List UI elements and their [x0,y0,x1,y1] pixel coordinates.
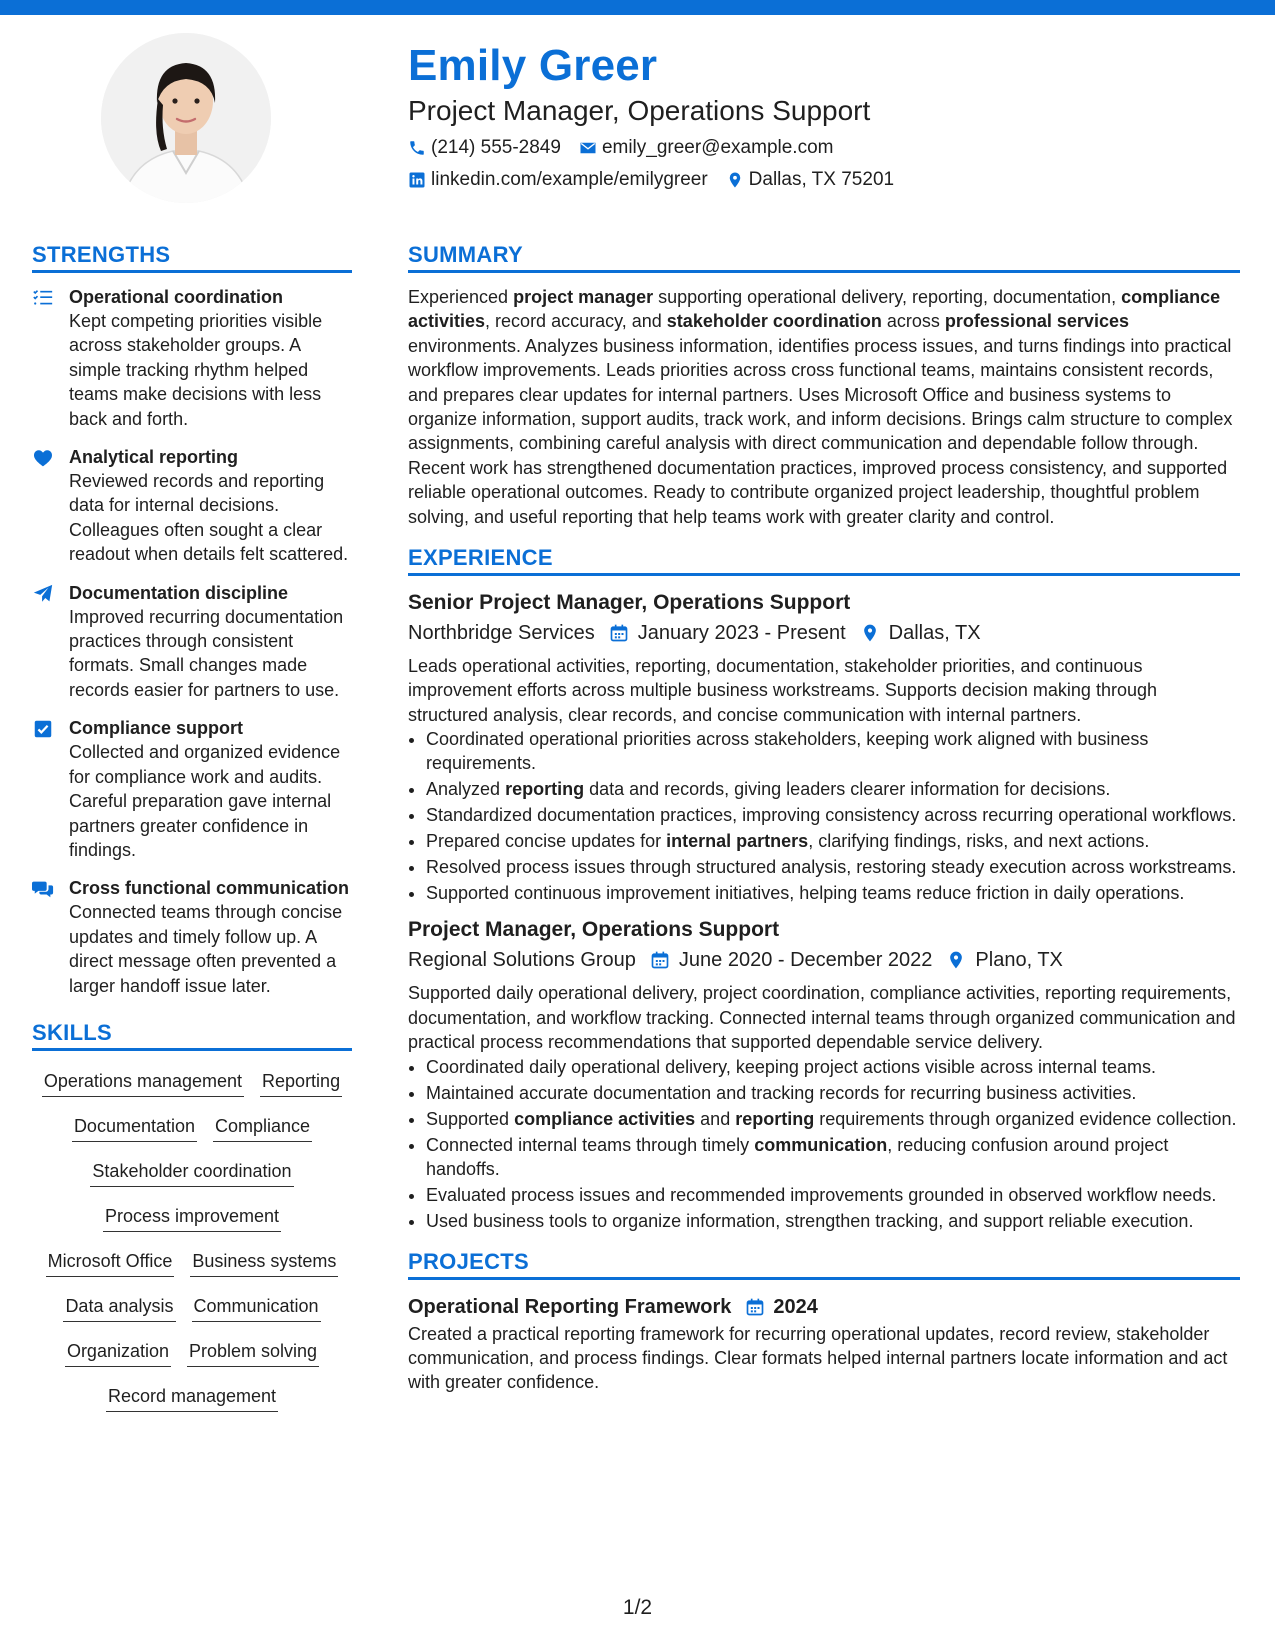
project-description: Created a practical reporting framework for recurring operational updates, record review, stakeholder communication, and process findings. Clear formats helped internal partners locate information and act with greater confidence. [408,1323,1228,1393]
job-location: Plano, TX [975,949,1063,972]
phone-contact [408,137,561,159]
skill-tag: Business systems [190,1249,338,1277]
calendar-icon [745,1297,765,1317]
job-dates: June 2020 - December 2022 [678,949,933,972]
calendar-icon [650,950,670,970]
job-bullet [426,855,1240,879]
right-column [408,240,1240,1395]
job-bullets [408,727,1240,905]
strength-item [32,716,352,862]
job-bullet [426,1183,1240,1207]
chat-bubbles-icon [32,878,54,900]
job-company: Regional Solutions Group [408,949,636,972]
strength-description: Improved recurring documentation practices through consistent formats. Small changes made records easier for partners to use. [69,606,344,700]
summary-run-bold: compliance activities [408,287,1221,332]
bullet-text: Used business tools to organize information, strengthen tracking, and support reliable execution. [426,1210,1194,1231]
summary-run: , record accuracy, and [485,311,667,332]
project-entry [408,1292,1240,1395]
strength-item [32,445,352,567]
strength-title: Compliance support [69,718,244,739]
strength-item [32,876,352,998]
profile-photo [101,33,271,203]
bullet-text-bold: internal partners [666,831,809,852]
skill-tag: Compliance [213,1114,312,1142]
bullet-text: Connected internal teams through timely [426,1134,755,1155]
job-bullet [426,777,1240,801]
skill-tag: Documentation [72,1114,197,1142]
job-company: Northbridge Services [408,622,595,645]
checkbox-icon [32,718,54,740]
page-number: 1/2 [622,1596,653,1619]
skill-tag: Record management [106,1384,278,1412]
linkedin-icon [408,171,426,189]
bullet-text: requirements through organized evidence collection. [814,1108,1237,1129]
paper-plane-icon [32,583,54,605]
skill-tag: Data analysis [63,1294,175,1322]
bullet-text: Standardized documentation practices, improving consistency across recurring operational workflows. [426,805,1237,826]
skill-tag: Organization [65,1339,171,1367]
skill-tag: Microsoft Office [46,1249,175,1277]
bullet-text: , clarifying findings, risks, and next actions. [808,831,1150,852]
job-location: Dallas, TX [888,622,981,645]
skill-tag: Problem solving [187,1339,319,1367]
candidate-name: Emily Greer [408,41,658,90]
bullet-text-bold: reporting [505,779,585,800]
map-pin-icon [726,171,744,189]
bullet-text: and [695,1108,736,1129]
job-bullet [426,1055,1240,1079]
email-text[interactable]: emily_greer@example.com [601,137,834,158]
project-title-row [408,1292,1240,1322]
job-description: Supported daily operational delivery, project coordination, compliance activities, reporting requirements, documentation, and workflow tracking. Connected internal teams through organized communication and practical process recommendations that supported dependable service delivery. [408,983,1236,1053]
bullet-text: Prepared concise updates for [426,831,667,852]
job-dates: January 2023 - Present [637,622,846,645]
skill-tag: Stakeholder coordination [90,1159,293,1187]
linkedin-text[interactable]: linkedin.com/example/emilygreer [431,169,708,190]
summary-run: environments. Analyzes business information, identifies process issues, and turns findings into practical workflow improvements. Leads priorities across cross functional teams, maintains consistent records, and prepares clear updates for internal partners. Uses Microsoft Office and business systems to organize information, support audits, track work, and inform decisions. Brings calm structure to complex assignments, combining careful analysis with direct communication and dependable follow through. Recent work has strengthened documentation practices, improved process consistency, and supported reliable operational outcomes. Ready to contribute organized project leadership, thoughtful problem solving, and useful reporting that help teams work with greater clarity and control. [408,335,1233,527]
resume-header [408,40,1238,196]
bullet-text: Coordinated daily operational delivery, keeping project actions visible across internal teams. [426,1056,1157,1077]
bullet-text: Coordinated operational priorities across stakeholders, keeping work aligned with business requirements. [426,729,1149,774]
bullet-text-bold: compliance activities [514,1108,696,1129]
job-bullet [426,1209,1240,1233]
map-pin-icon [946,950,966,970]
strength-description: Connected teams through concise updates and timely follow up. A direct message often prevented a larger handoff issue later. [69,902,343,996]
bullet-text-bold: communication [754,1134,888,1155]
map-pin-icon [860,623,880,643]
summary-run-bold: professional services [944,311,1129,332]
skill-tag: Process improvement [103,1204,281,1232]
strength-description: Collected and organized evidence for compliance work and audits. Careful preparation gave internal partners greater confidence in findings. [69,742,341,860]
job-bullet [426,829,1240,853]
profile-photo-illustration [101,33,271,203]
location-text: Dallas, TX 75201 [748,169,895,190]
checklist-icon [32,287,54,309]
job-bullets [408,1055,1240,1233]
skills-heading: SKILLS [32,1018,352,1051]
strengths-heading: STRENGTHS [32,240,352,273]
skill-tag: Communication [192,1294,321,1322]
job-bullet [426,1107,1240,1131]
job-entry [408,915,1240,1232]
summary-run: supporting operational delivery, reporting, documentation, [653,287,1122,307]
phone-text: (214) 555-2849 [431,137,561,158]
job-bullet [426,1133,1240,1181]
bullet-text-bold: reporting [735,1108,815,1129]
summary-run-bold: stakeholder coordination [666,311,882,332]
strength-item [32,285,352,431]
top-accent-bar [0,0,1275,15]
job-bullet [426,727,1240,775]
project-title: Operational Reporting Framework [408,1295,732,1318]
strength-description: Kept competing priorities visible across stakeholder groups. A simple tracking rhythm helped teams make decisions with less back and forth. [69,311,323,429]
strength-title: Analytical reporting [69,447,239,468]
job-meta [408,945,1240,975]
candidate-title: Project Manager, Operations Support [408,95,871,126]
job-entry [408,588,1240,905]
linkedin-contact[interactable] [408,169,708,191]
bullet-text: Analyzed [426,779,506,800]
job-description: Leads operational activities, reporting, documentation, stakeholder priorities, and continuous improvement efforts across multiple business workstreams. Supports decision making through structured analysis, clear records, and concise communication with internal partners. [408,656,1157,725]
strength-title: Cross functional communication [69,878,350,899]
job-bullet [426,1081,1240,1105]
left-column [32,240,352,1423]
projects-heading: PROJECTS [408,1247,1240,1280]
job-meta [408,618,1240,648]
heart-icon [32,447,54,469]
bullet-text: data and records, giving leaders clearer information for decisions. [584,779,1111,800]
phone-icon [408,139,426,157]
strength-description: Reviewed records and reporting data for internal decisions. Colleagues often sought a clear readout when details felt scattered. [69,471,349,565]
experience-heading: EXPERIENCE [408,543,1240,576]
bullet-text: , reducing confusion around project handoffs. [426,1134,1169,1179]
job-title: Senior Project Manager, Operations Support [408,591,851,615]
strength-title: Documentation discipline [69,582,289,603]
summary-run: Experienced [408,287,514,307]
job-title: Project Manager, Operations Support [408,918,780,942]
location-contact [726,169,894,191]
project-year: 2024 [773,1295,818,1318]
summary-paragraph [408,285,1240,529]
summary-run-bold: project manager [513,287,654,307]
strength-title: Operational coordination [69,287,284,307]
strength-item [32,581,352,703]
bullet-text: Maintained accurate documentation and tracking records for recurring business activities. [426,1082,1137,1103]
job-bullet [426,881,1240,905]
email-contact[interactable] [579,137,834,159]
bullet-text: Supported continuous improvement initiatives, helping teams reduce friction in daily operations. [426,883,1185,904]
calendar-icon [609,623,629,643]
summary-run: across [881,311,945,332]
envelope-icon [579,139,597,157]
skills-list [32,1063,352,1423]
job-bullet [426,803,1240,827]
bullet-text: Supported [426,1108,515,1129]
bullet-text: Resolved process issues through structured analysis, restoring steady execution across workstreams. [426,857,1237,878]
bullet-text: Evaluated process issues and recommended improvements grounded in observed workflow needs. [426,1184,1217,1205]
skill-tag: Operations management [42,1069,244,1097]
contact-row-1 [408,132,1238,164]
contact-row-2 [408,164,1238,196]
summary-heading: SUMMARY [408,240,1240,273]
skill-tag: Reporting [260,1069,342,1097]
